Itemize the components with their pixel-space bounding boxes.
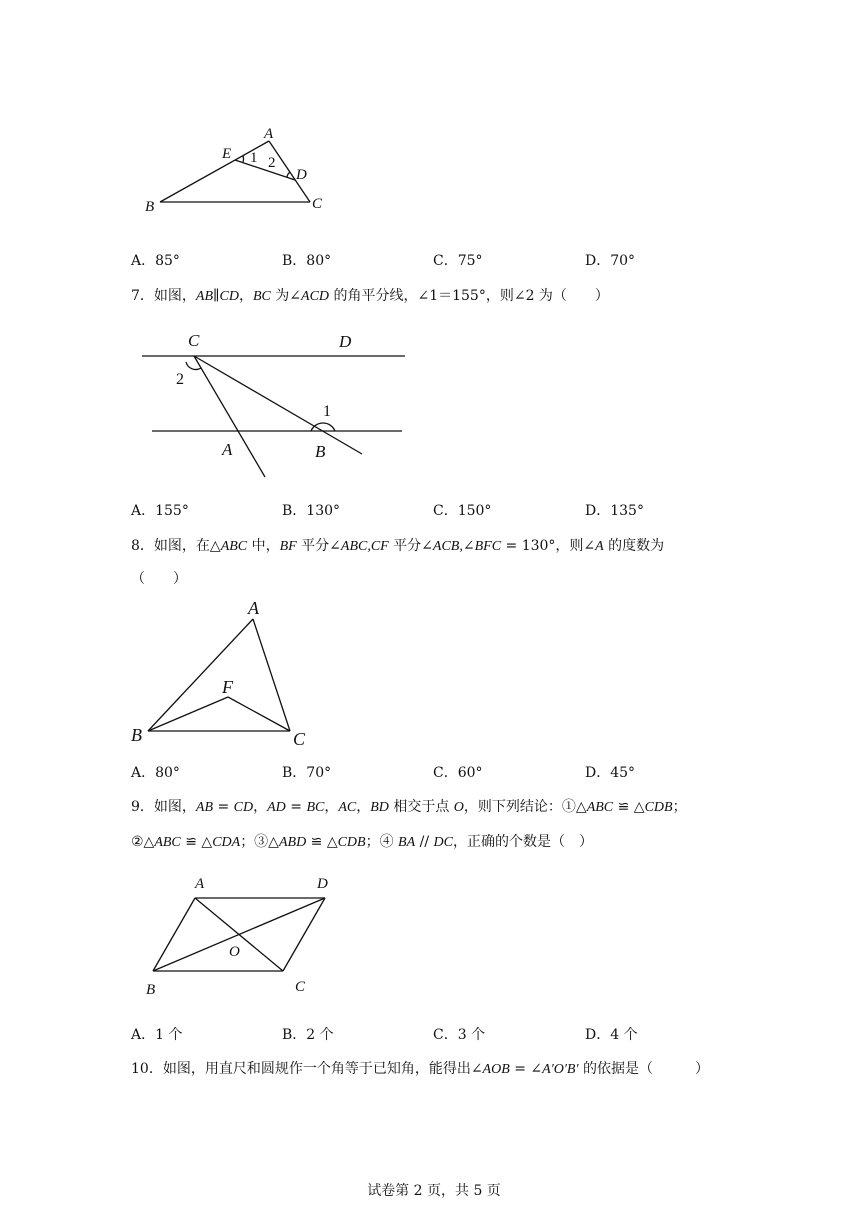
- label-a: A: [264, 126, 274, 142]
- options-q8: [131, 762, 771, 784]
- label-angle-2: 2: [268, 155, 276, 171]
- options-q7: [131, 500, 771, 522]
- option-c[interactable]: C．150°: [433, 503, 492, 519]
- option-c[interactable]: C．3 个: [433, 1027, 486, 1043]
- label-b: B: [131, 725, 142, 745]
- option-b[interactable]: B．2 个: [282, 1027, 334, 1043]
- option-b[interactable]: B．130°: [282, 503, 341, 519]
- label-b: B: [315, 442, 326, 461]
- label-a: A: [222, 440, 233, 459]
- label-c: C: [312, 196, 323, 212]
- label-angle-2: 2: [176, 371, 184, 388]
- question-8: 8．如图，在△ABC 中，BF 平分∠ABC,CF 平分∠ACB,∠BFC = 130°，则∠A 的度数为: [131, 538, 665, 554]
- option-d[interactable]: D．4 个: [585, 1027, 638, 1043]
- question-8-line2: （ ）: [131, 571, 187, 587]
- figure-q8: [128, 595, 328, 755]
- option-c[interactable]: C．75°: [433, 253, 483, 269]
- option-a[interactable]: A．155°: [131, 503, 189, 519]
- page-footer: 试卷第 2 页，共 5 页: [367, 1183, 501, 1199]
- label-f: F: [222, 677, 233, 697]
- option-d[interactable]: D．70°: [585, 253, 636, 269]
- option-a[interactable]: A．1 个: [131, 1027, 183, 1043]
- option-a[interactable]: A．85°: [131, 253, 180, 269]
- option-d[interactable]: D．135°: [585, 503, 644, 519]
- label-o: O: [229, 944, 240, 960]
- label-b: B: [146, 982, 156, 998]
- figure-q7: [135, 325, 415, 485]
- label-c: C: [293, 729, 306, 749]
- question-9: 9．如图，AB = CD，AD = BC，AC，BD 相交于点 O，则下列结论：①△ABC ≌ △CDB；: [131, 799, 687, 815]
- label-e: E: [222, 146, 232, 162]
- options-q6: [131, 250, 771, 272]
- label-angle-1: 1: [323, 403, 331, 420]
- question-7: 7．如图，AB∥CD，BC 为∠ACD 的角平分线，∠1＝155°，则∠2 为（ ）: [131, 288, 609, 304]
- label-angle-1: 1: [250, 150, 258, 166]
- option-d[interactable]: D．45°: [585, 765, 636, 781]
- option-b[interactable]: B．70°: [282, 765, 332, 781]
- label-c: C: [295, 979, 306, 995]
- label-a: A: [248, 598, 259, 618]
- option-c[interactable]: C．60°: [433, 765, 483, 781]
- option-a[interactable]: A．80°: [131, 765, 180, 781]
- question-10: 10．如图，用直尺和圆规作一个角等于已知角，能得出∠AOB = ∠A′O′B′ 的依据是（ ）: [131, 1061, 709, 1077]
- label-c: C: [188, 331, 200, 350]
- figure-q6: [140, 120, 340, 220]
- question-9-line2: ②△ABC ≌ △CDA；③△ABD ≌ △CDB；④ BA // DC，正确的个数是（ ）: [131, 834, 593, 850]
- label-d: D: [317, 876, 328, 892]
- label-b: B: [145, 199, 155, 215]
- options-q9: [131, 1024, 771, 1046]
- label-d: D: [296, 167, 307, 183]
- option-b[interactable]: B．80°: [282, 253, 332, 269]
- label-d: D: [339, 332, 352, 351]
- figure-q9: [140, 870, 340, 1000]
- label-a: A: [195, 876, 205, 892]
